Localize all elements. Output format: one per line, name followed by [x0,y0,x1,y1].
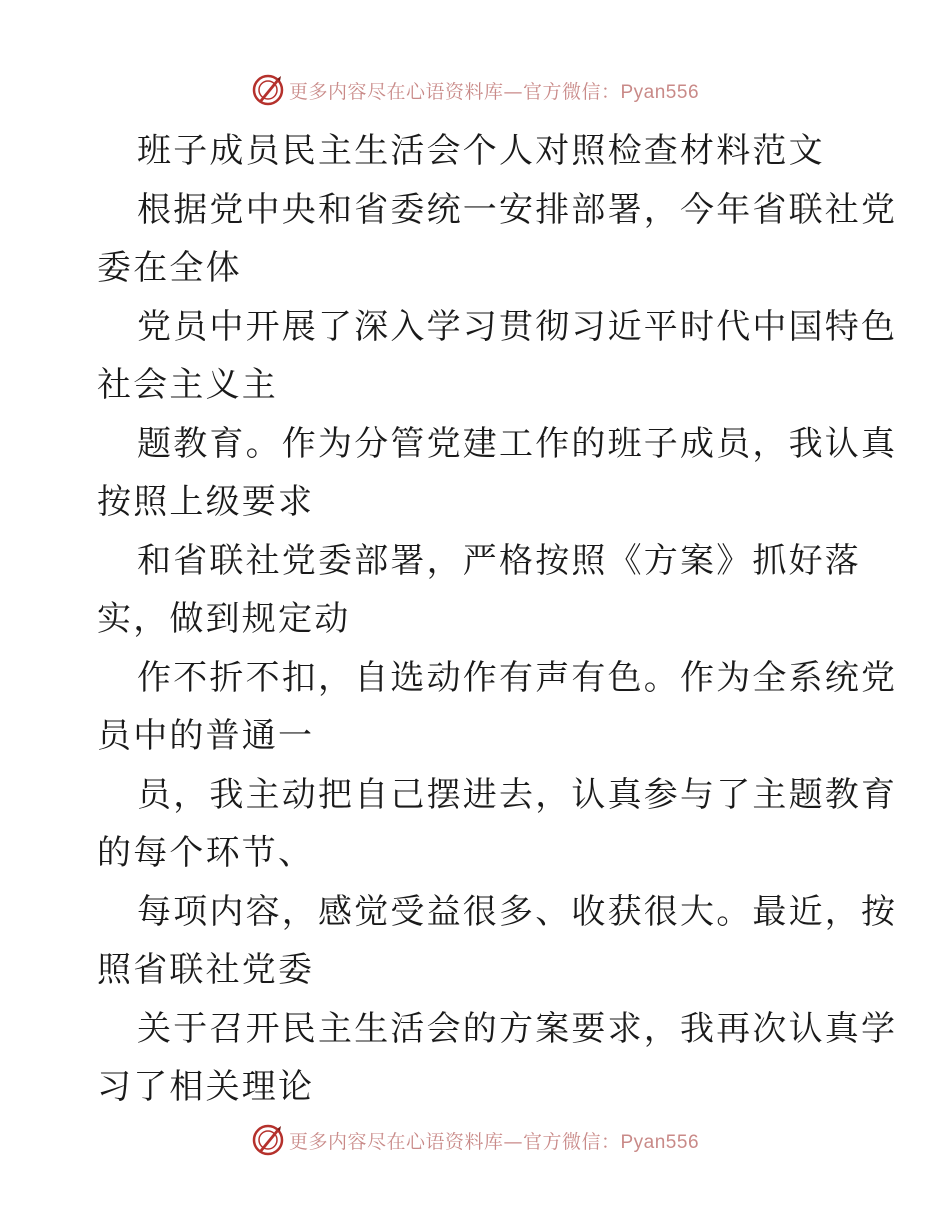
banner-text: 更多内容尽在心语资料库—官方微信：Pyan556 [288,80,700,103]
document-body [97,122,898,1117]
wechat-id: Pyan556 [620,81,700,103]
paragraph-line: 员中的普通一 [97,716,315,756]
logo-icon [251,1123,285,1157]
paragraph-line: 党员中开展了深入学习贯彻习近平时代中国特色 [137,306,898,347]
paragraph-line: 按照上级要求 [97,482,315,522]
paragraph-line: 实，做到规定动 [97,599,351,639]
paragraph-line: 根据党中央和省委统一安排部署，今年省联社党 [137,189,898,230]
document-title: 班子成员民主生活会个人对照检查材料范文 [137,131,825,171]
paragraph-line: 社会主义主 [97,365,278,405]
paragraph-line: 的每个环节、 [97,833,315,873]
footer-banner [0,1120,950,1160]
logo-icon [251,73,285,107]
paragraph-line: 照省联社党委 [97,950,315,990]
paragraph-line: 题教育。作为分管党建工作的班子成员，我认真 [137,423,898,464]
banner-text: 更多内容尽在心语资料库—官方微信：Pyan556 [288,1130,700,1153]
paragraph-line: 委在全体 [97,248,242,288]
paragraph-line: 作不折不扣，自选动作有声有色。作为全系统党 [137,657,898,698]
wechat-id: Pyan556 [620,1131,700,1153]
paragraph-line: 和省联社党委部署，严格按照《方案》抓好落 [137,540,861,581]
paragraph-line: 每项内容，感觉受益很多、收获很大。最近，按 [137,891,898,932]
paragraph-line: 关于召开民主生活会的方案要求，我再次认真学 [137,1008,898,1049]
header-banner [0,70,950,110]
paragraph-line: 习了相关理论 [97,1067,315,1107]
paragraph-line: 员，我主动把自己摆进去，认真参与了主题教育 [137,774,898,815]
